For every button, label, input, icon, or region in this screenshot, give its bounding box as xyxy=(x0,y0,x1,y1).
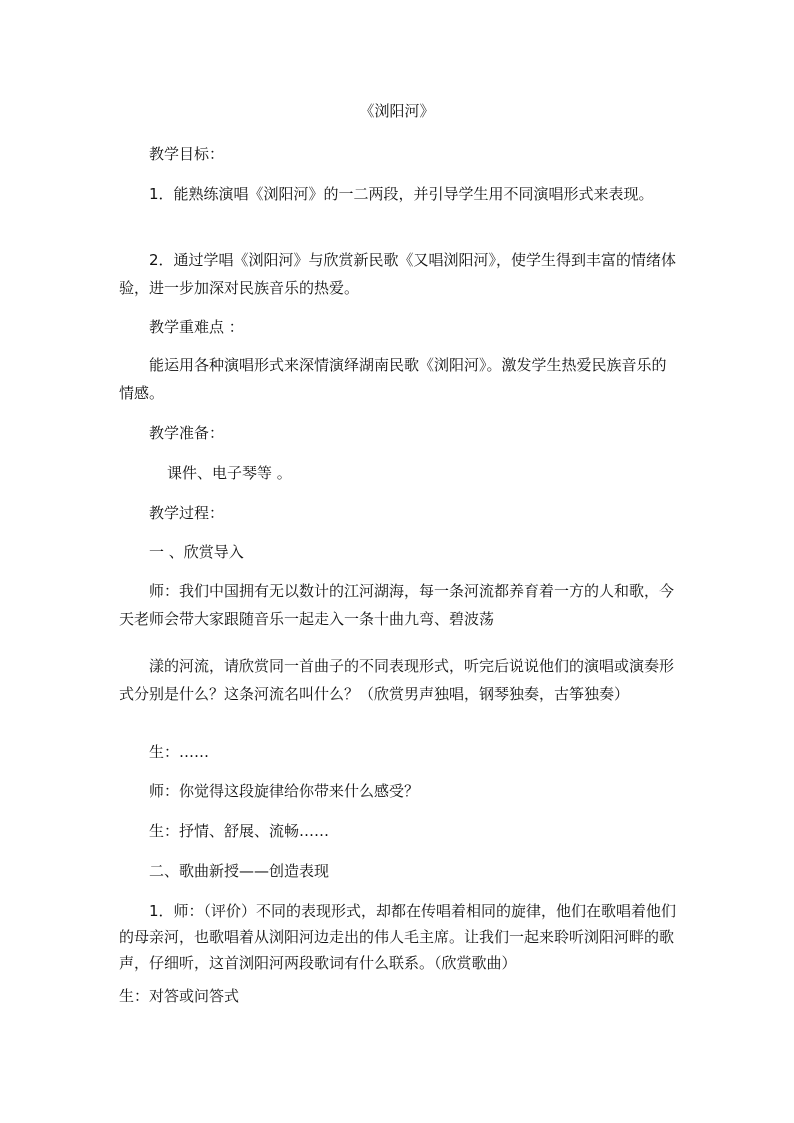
student-3: 生：对答或问答式 xyxy=(119,987,240,1005)
prep-heading: 教学准备： xyxy=(149,424,225,442)
student-2: 生：抒情、舒展、流畅…… xyxy=(149,822,330,840)
key-points: 能运用各种演唱形式来深情演绎湖南民歌《浏阳河》。激发学生热爱民族音乐的情感。 xyxy=(119,356,667,402)
key-points-heading: 教学重难点 ： xyxy=(149,318,244,336)
teacher-1-continued: 漾的河流，请欣赏同一首曲子的不同表现形式，听完后说说他们的演唱或演奏形式分别是什么？这条河流名叫什么？（欣赏男声独唱，钢琴独奏，古筝独奏） xyxy=(119,657,675,703)
goals-heading: 教学目标： xyxy=(149,145,225,163)
goal-2: 2．通过学唱《浏阳河》与欣赏新民歌《又唱浏阳河》，使学生得到丰富的情绪体验，进一步加深对民族音乐的热爱。 xyxy=(119,251,677,297)
teacher-2: 师：你觉得这段旋律给你带来什么感受？ xyxy=(149,782,420,800)
student-1: 生：…… xyxy=(149,743,210,761)
goal-1: 1．能熟练演唱《浏阳河》的一二两段，并引导学生用不同演唱形式来表现。 xyxy=(149,185,654,203)
document-title: 《浏阳河》 xyxy=(359,102,435,120)
teacher-3: 1．师：（评价）不同的表现形式，却都在传唱着相同的旋律，他们在歌唱着他们的母亲河，也歌唱着从浏阳河边走出的伟人毛主席。让我们一起来聆听浏阳河畔的歌声，仔细听，这首浏阳河两段歌词有什么联系。（欣赏歌曲） xyxy=(119,902,677,972)
process-heading: 教学过程： xyxy=(149,504,225,522)
step-1-heading: 一 、欣赏导入 xyxy=(149,543,244,561)
prep: 课件、电子琴等 。 xyxy=(167,464,292,482)
step-2-heading: 二、歌曲新授——创造表现 xyxy=(149,862,330,880)
teacher-1: 师：我们中国拥有无以数计的江河湖海，每一条河流都养育着一方的人和歌，今天老师会带大家跟随音乐一起走入一条十曲九弯、碧波荡 xyxy=(119,582,675,628)
